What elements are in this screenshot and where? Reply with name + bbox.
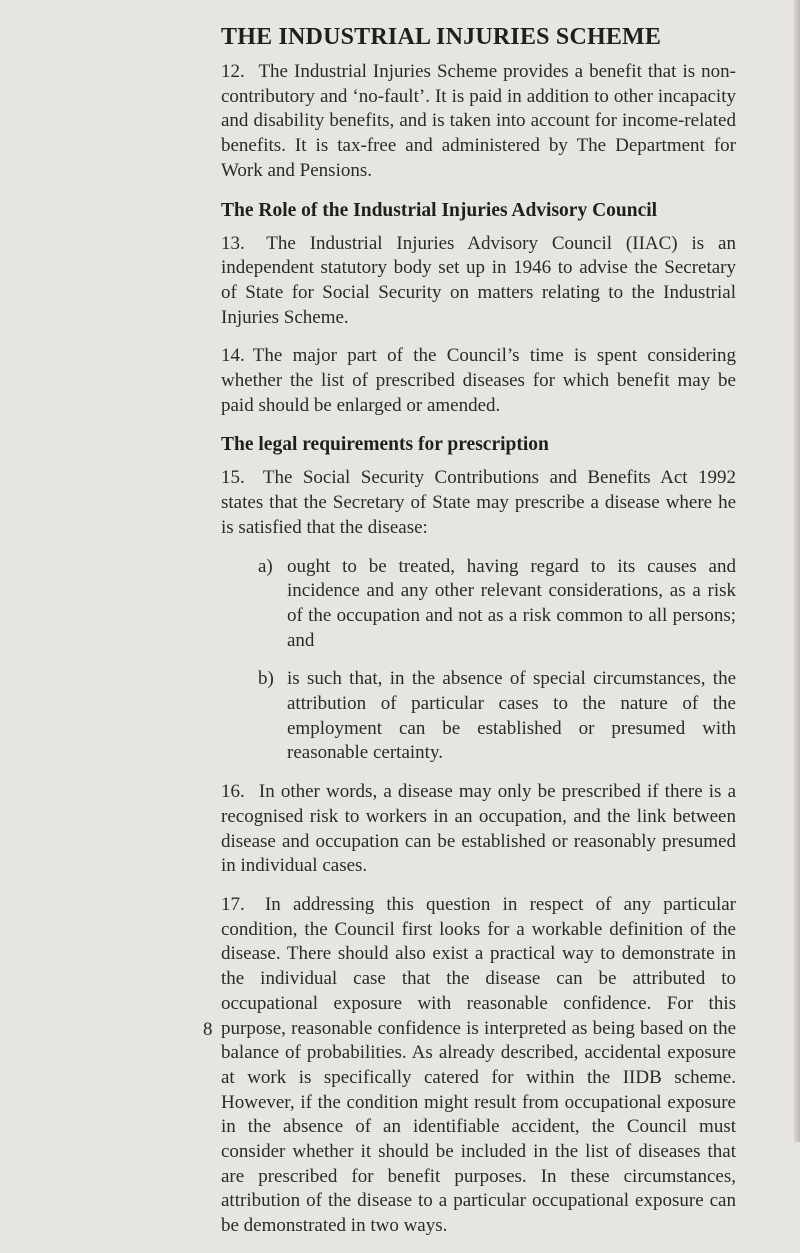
paragraph-text: In other words, a disease may only be prescribed if there is a recognised risk to workers in an occupation, and the link between disease and occupation can be established or reasonably presumed in individual cases. <box>221 781 737 877</box>
paragraph-16 <box>221 780 736 879</box>
paragraph-12 <box>221 60 736 184</box>
list-item-b <box>221 667 736 766</box>
paragraph-text: The major part of the Council’s time is spent considering whether the list of prescribed diseases for which benefit may be paid should be enlarged or amended. <box>221 345 736 416</box>
page-number: 8 <box>203 1019 213 1040</box>
list-item-text: is such that, in the absence of special circumstances, the attribution of particular cases to the nature of the employment can be established or presumed with reasonable certainty. <box>287 668 736 764</box>
list-item-label: b) <box>258 668 274 690</box>
page-edge <box>794 0 800 1142</box>
paragraph-number: 14. <box>221 345 245 367</box>
paragraph-15 <box>221 466 736 540</box>
list-item-label: a) <box>258 555 273 577</box>
list-item-text: ought to be treated, having regard to its causes and incidence and any other relevant considerations, as a risk of the occupation and not as a risk common to all persons; and <box>287 555 736 651</box>
list-item-a <box>221 555 736 654</box>
paragraph-number: 17. <box>221 893 245 915</box>
paragraph-number: 12. <box>221 61 245 82</box>
paragraph-14 <box>221 344 736 418</box>
paragraph-text: In addressing this question in respect of any particular condition, the Council first looks for a workable definition of the disease. There should also exist a practical way to demonstrate in the individual case that the disease can be attributed to occupational exposure with reasonable confidence. For this purpose, reasonable confidence is interpreted as being based on the balance of probabilities. As already described, accidental exposure at work is specifically catered for within the IIDB scheme. However, if the condition might result from occupational exposure in the absence of an identifiable accident, the Council must consider whether it should be included in the list of diseases that are prescribed for benefit purposes. In these circumstances, attribution of the disease to a particular occupational exposure can be demonstrated in two ways. <box>221 893 736 1237</box>
paragraph-13 <box>221 232 736 331</box>
paragraph-17 <box>221 893 736 1239</box>
paragraph-text: The Industrial Injuries Scheme provides a benefit that is non-contributory and ‘no-fault’. It is paid in addition to other incapacity and disability benefits, and is taken into account for income-related benefits. It is tax-free and administered by The Department for Work and Pensions. <box>221 61 736 181</box>
page-content <box>221 22 736 1253</box>
paragraph-number: 13. <box>221 232 245 254</box>
paragraph-text: The Social Security Contributions and Benefits Act 1992 states that the Secretary of State may prescribe a disease where he is satisfied that the disease: <box>221 467 736 538</box>
page-title: THE INDUSTRIAL INJURIES SCHEME <box>221 24 662 50</box>
paragraph-number: 16. <box>221 781 245 803</box>
paragraph-text: The Industrial Injuries Advisory Council (IIAC) is an independent statutory body set up in 1946 to advise the Secretary of State for Social Security on matters relating to the Industrial Injuries Scheme. <box>221 232 736 328</box>
section-heading-legal: The legal requirements for prescription <box>221 434 549 456</box>
section-heading-role: The Role of the Industrial Injuries Advisory Council <box>221 199 658 221</box>
paragraph-number: 15. <box>221 467 245 489</box>
